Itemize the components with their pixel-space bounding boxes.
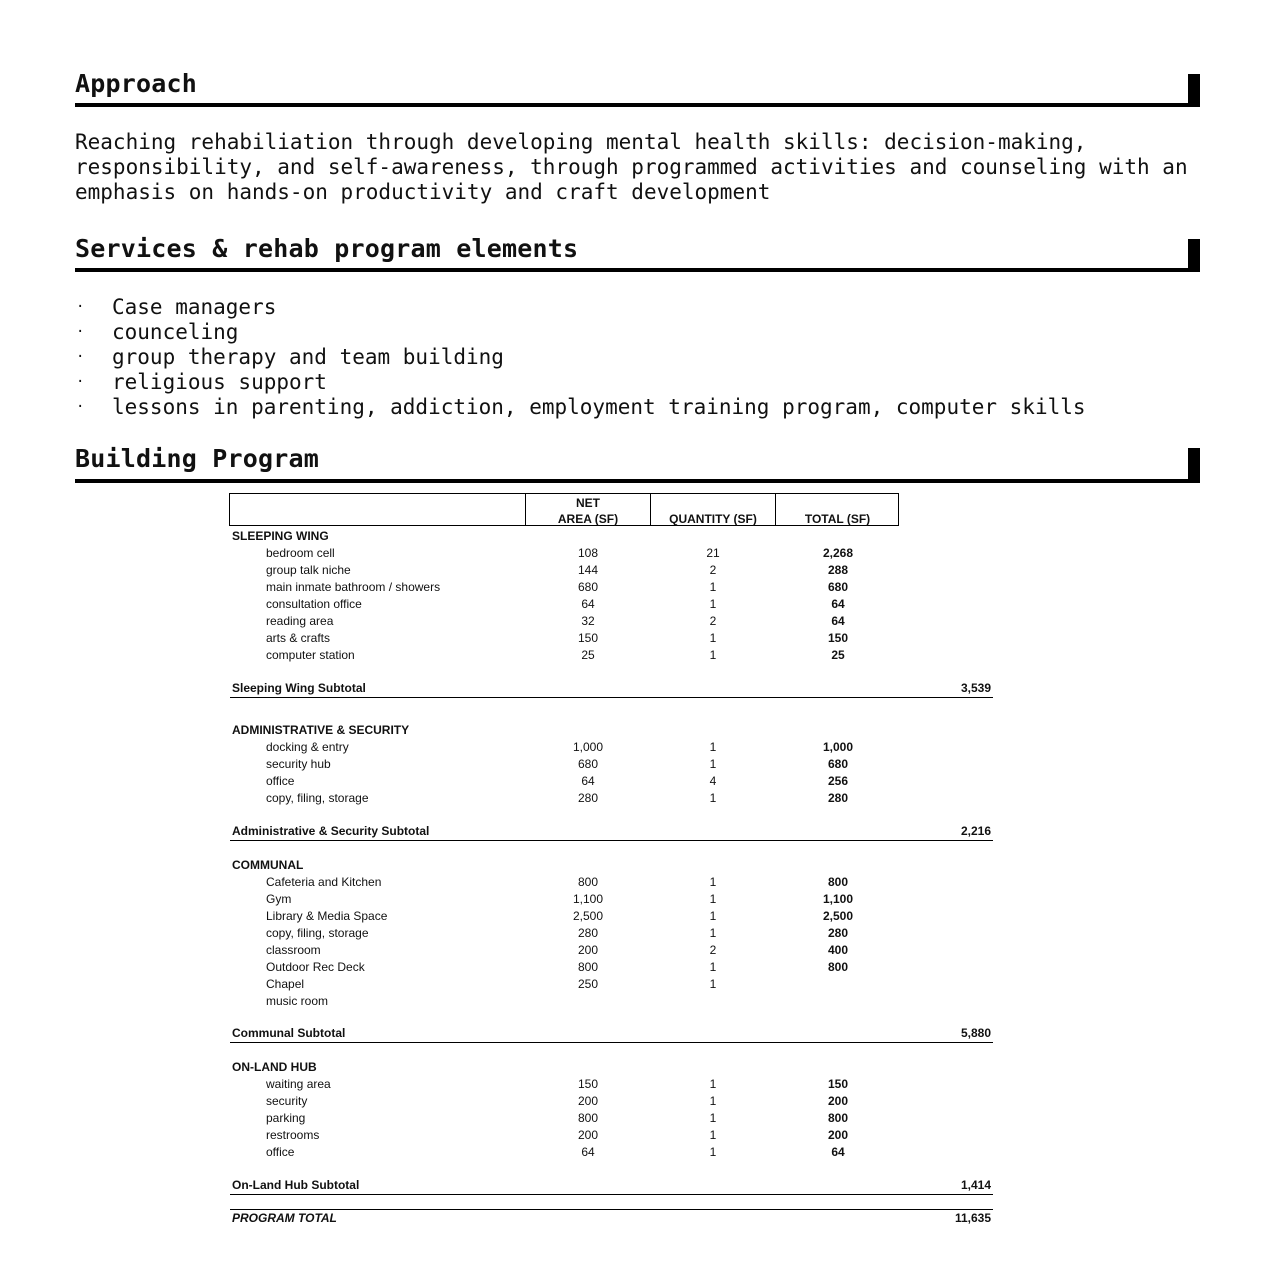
total-value: 200 [827, 1128, 849, 1142]
quantity-value: 1 [709, 977, 717, 991]
space-name: bedroom cell [266, 546, 335, 560]
column-header-net-area: NET AREA (SF) [557, 496, 619, 526]
subtotal-row [230, 680, 993, 698]
quantity-value: 1 [709, 1077, 717, 1091]
category-label: SLEEPING WING [232, 529, 329, 543]
net-area-value: 680 [577, 757, 599, 771]
space-name: consultation office [266, 597, 362, 611]
total-value: 150 [827, 631, 849, 645]
quantity-value: 1 [709, 597, 717, 611]
space-name: arts & crafts [266, 631, 331, 645]
total-value: 256 [827, 774, 849, 788]
quantity-value: 1 [709, 580, 717, 594]
space-name: security [266, 1094, 308, 1108]
net-area-value: 280 [577, 791, 599, 805]
net-area-value: 200 [577, 1094, 599, 1108]
net-area-value: 1,000 [572, 740, 604, 754]
quantity-value: 1 [709, 875, 717, 889]
subtotal-row [230, 1177, 993, 1195]
subtotal-label: Sleeping Wing Subtotal [232, 681, 366, 695]
bullet-icon: · [76, 324, 85, 340]
category-row [0, 722, 1275, 739]
space-name: classroom [266, 943, 321, 957]
table-row [0, 976, 1275, 993]
net-area-value: 200 [577, 943, 599, 957]
net-area-value: 280 [577, 926, 599, 940]
table-row [0, 579, 1275, 596]
table-row [0, 993, 1275, 1010]
quantity-value: 1 [709, 1094, 717, 1108]
subtotal-value: 5,880 [960, 1026, 991, 1040]
space-name: security hub [266, 757, 331, 771]
total-value: 25 [831, 648, 845, 662]
column-header-total: TOTAL (SF) [804, 512, 871, 526]
space-name: copy, filing, storage [266, 791, 369, 805]
net-area-value: 64 [581, 774, 595, 788]
column-header-quantity: QUANTITY (SF) [669, 512, 757, 526]
quantity-value: 1 [709, 631, 717, 645]
total-value: 680 [827, 580, 849, 594]
total-value: 288 [827, 563, 849, 577]
space-name: Chapel [266, 977, 305, 991]
subtotal-value: 2,216 [960, 824, 991, 838]
category-row [0, 857, 1275, 874]
category-row [0, 1059, 1275, 1076]
table-row [0, 613, 1275, 630]
space-name: Cafeteria and Kitchen [266, 875, 382, 889]
space-name: music room [266, 994, 329, 1008]
net-area-value: 150 [577, 1077, 599, 1091]
net-area-value: 108 [577, 546, 599, 560]
space-name: docking & entry [266, 740, 349, 754]
net-area-value: 200 [577, 1128, 599, 1142]
quantity-value: 2 [709, 943, 717, 957]
approach-heading-rule [75, 103, 1200, 107]
total-value: 680 [827, 757, 849, 771]
table-row [0, 545, 1275, 562]
total-value: 280 [827, 791, 849, 805]
net-area-value: 64 [581, 1145, 595, 1159]
quantity-value: 1 [709, 757, 717, 771]
space-name: Gym [266, 892, 292, 906]
table-row [0, 647, 1275, 664]
table-row [0, 739, 1275, 756]
quantity-value: 1 [709, 648, 717, 662]
quantity-value: 21 [706, 546, 720, 560]
quantity-value: 1 [709, 791, 717, 805]
table-row [0, 1144, 1275, 1161]
total-value: 400 [827, 943, 849, 957]
table-row [0, 942, 1275, 959]
program-total-value: 11,635 [954, 1211, 991, 1225]
subtotal-value: 3,539 [960, 681, 991, 695]
space-name: reading area [266, 614, 334, 628]
list-item: · group therapy and team building [76, 345, 504, 369]
quantity-value: 1 [709, 909, 717, 923]
net-area-value: 64 [581, 597, 595, 611]
total-value: 2,500 [822, 909, 854, 923]
total-value: 2,268 [822, 546, 854, 560]
space-name: group talk niche [266, 563, 351, 577]
table-row [0, 790, 1275, 807]
net-area-value: 680 [577, 580, 599, 594]
category-row [0, 528, 1275, 545]
net-area-value: 2,500 [572, 909, 604, 923]
table-row [0, 959, 1275, 976]
bullet-icon: · [76, 349, 85, 365]
quantity-value: 4 [709, 774, 717, 788]
table-row [0, 630, 1275, 647]
subtotal-row [230, 1025, 993, 1043]
table-row [0, 1110, 1275, 1127]
quantity-value: 1 [709, 1145, 717, 1159]
list-item: · religious support [76, 370, 327, 394]
approach-heading-tab [1188, 74, 1200, 107]
services-heading: Services & rehab program elements [75, 234, 579, 263]
services-section-header [75, 235, 1200, 263]
list-item: · lessons in parenting, addiction, employment training program, computer skills [76, 395, 1086, 419]
table-row [0, 596, 1275, 613]
space-name: Library & Media Space [266, 909, 388, 923]
building-program-section-header [75, 445, 1200, 473]
net-area-value: 25 [581, 648, 595, 662]
total-value: 64 [831, 597, 845, 611]
approach-section-header [75, 70, 1200, 98]
table-row [0, 562, 1275, 579]
table-row [0, 756, 1275, 773]
list-item: · counceling [76, 320, 239, 344]
net-area-value: 250 [577, 977, 599, 991]
net-area-value: 32 [581, 614, 595, 628]
quantity-value: 1 [709, 960, 717, 974]
quantity-value: 2 [709, 614, 717, 628]
space-name: main inmate bathroom / showers [266, 580, 441, 594]
services-heading-tab [1188, 239, 1200, 272]
program-total-label: PROGRAM TOTAL [232, 1211, 337, 1225]
services-heading-rule [75, 268, 1200, 272]
total-value: 800 [827, 960, 849, 974]
approach-heading: Approach [75, 69, 198, 98]
services-list [75, 295, 1086, 420]
category-label: COMMUNAL [232, 858, 304, 872]
bullet-icon: · [76, 374, 85, 390]
subtotal-value: 1,414 [960, 1178, 991, 1192]
space-name: waiting area [266, 1077, 331, 1091]
net-area-value: 1,100 [572, 892, 604, 906]
net-area-value: 150 [577, 631, 599, 645]
quantity-value: 1 [709, 1111, 717, 1125]
quantity-value: 1 [709, 740, 717, 754]
table-row [0, 874, 1275, 891]
net-area-value: 800 [577, 1111, 599, 1125]
table-row [0, 773, 1275, 790]
building-program-heading-tab [1188, 448, 1200, 482]
subtotal-label: Communal Subtotal [232, 1026, 346, 1040]
table-row [0, 925, 1275, 942]
space-name: Outdoor Rec Deck [266, 960, 365, 974]
quantity-value: 1 [709, 1128, 717, 1142]
program-total-row [230, 1210, 993, 1227]
table-row [0, 1093, 1275, 1110]
approach-text: Reaching rehabiliation through developing mental health skills: decision-making, responsibility, and self-awareness, through programmed activities and counseling with an emphasis on hands-on productivity and craft development [75, 130, 1188, 204]
subtotal-label: Administrative & Security Subtotal [232, 824, 430, 838]
total-value: 64 [831, 1145, 845, 1159]
space-name: office [266, 774, 295, 788]
subtotal-label: On-Land Hub Subtotal [232, 1178, 360, 1192]
subtotal-row [230, 823, 993, 841]
total-value: 200 [827, 1094, 849, 1108]
quantity-value: 1 [709, 892, 717, 906]
quantity-value: 1 [709, 926, 717, 940]
program-table-header [229, 493, 899, 526]
building-program-heading: Building Program [75, 444, 320, 473]
quantity-value: 2 [709, 563, 717, 577]
category-label: ON-LAND HUB [232, 1060, 317, 1074]
total-value: 800 [827, 1111, 849, 1125]
total-value: 1,000 [822, 740, 854, 754]
total-value: 1,100 [822, 892, 854, 906]
net-area-value: 800 [577, 875, 599, 889]
space-name: computer station [266, 648, 355, 662]
total-value: 800 [827, 875, 849, 889]
category-label: ADMINISTRATIVE & SECURITY [232, 723, 410, 737]
table-row [0, 1076, 1275, 1093]
space-name: restrooms [266, 1128, 320, 1142]
table-row [0, 1127, 1275, 1144]
list-item: · Case managers [76, 295, 277, 319]
net-area-value: 800 [577, 960, 599, 974]
total-value: 280 [827, 926, 849, 940]
bullet-icon: · [76, 399, 85, 415]
total-value: 150 [827, 1077, 849, 1091]
space-name: copy, filing, storage [266, 926, 369, 940]
total-value: 64 [831, 614, 845, 628]
space-name: office [266, 1145, 295, 1159]
table-row [0, 891, 1275, 908]
space-name: parking [266, 1111, 306, 1125]
table-row [0, 908, 1275, 925]
net-area-value: 144 [577, 563, 599, 577]
bullet-icon: · [76, 299, 85, 315]
building-program-heading-rule [75, 479, 1200, 483]
